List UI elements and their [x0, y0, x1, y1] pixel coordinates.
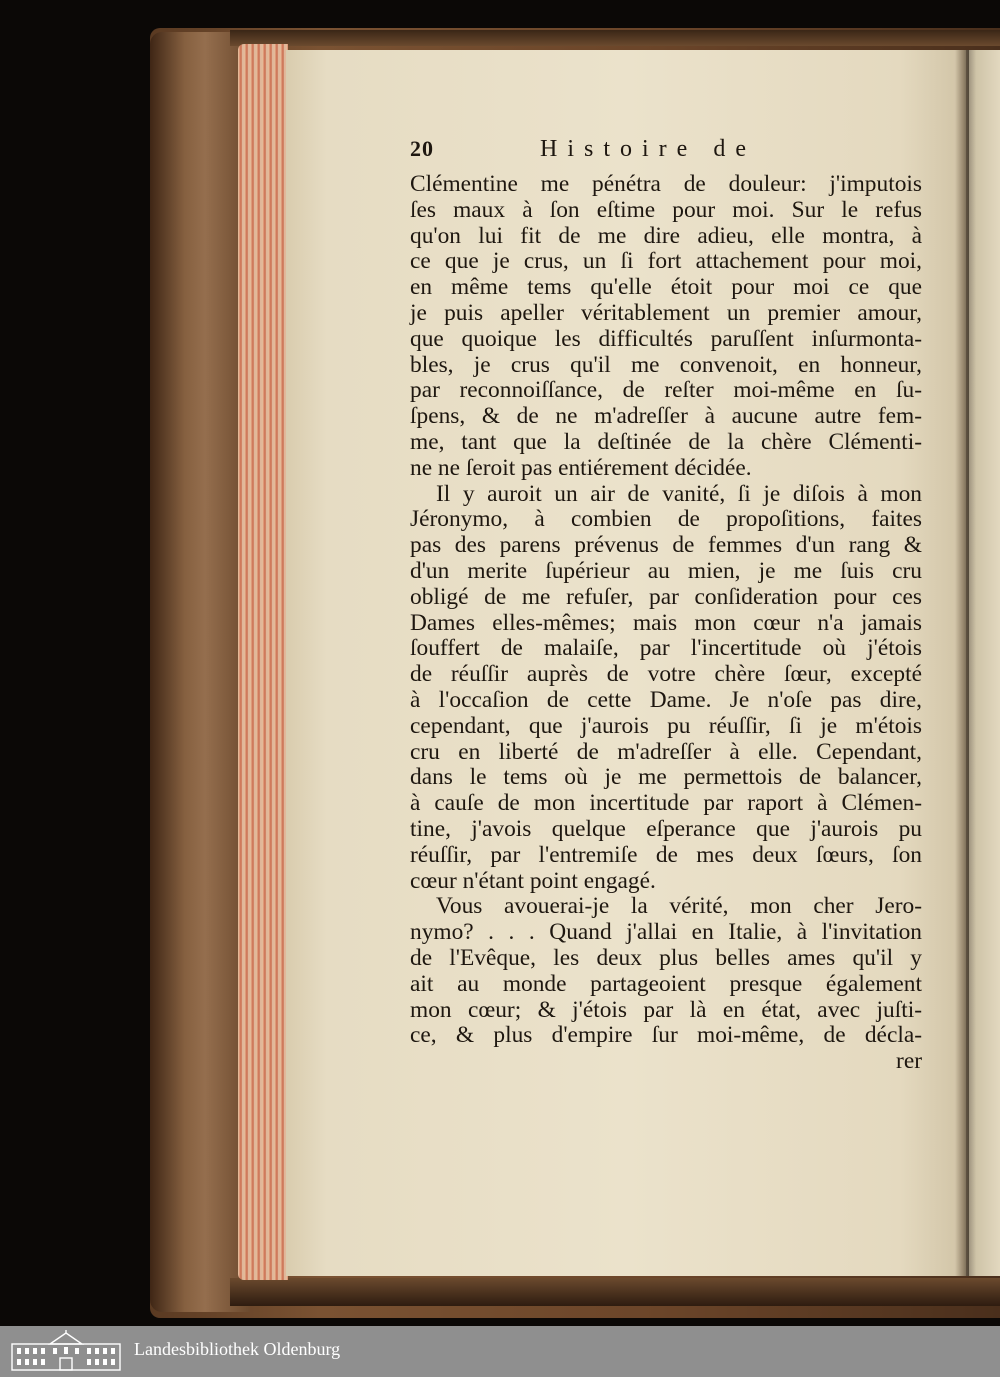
text-line: cependant, que j'aurois pu réuſſir, ſi je m'étois [410, 712, 922, 739]
library-footer-bar [0, 1326, 1000, 1377]
catchword: rer [896, 1048, 922, 1075]
text-line: je puis apeller véritablement un premier amour, [410, 299, 922, 326]
text-line: Vous avouerai-je la vérité, mon cher Jero- [436, 893, 922, 920]
running-head [410, 136, 922, 172]
text-line: cœur n'étant point engagé. [410, 867, 656, 894]
page-edges [238, 44, 288, 1280]
text-line: ce, & plus d'empire ſur moi-même, de décla- [410, 1022, 922, 1049]
text-line: tine, j'avois quelque eſperance que j'aurois pu [410, 815, 922, 842]
body-text [410, 172, 922, 1049]
cover-top-edge [230, 30, 1000, 46]
text-line: obligé de me refuſer, par conſideration pour ces [410, 583, 922, 610]
text-line: ſes maux à ſon eſtime pour moi. Sur le refus [410, 196, 922, 223]
text-line: par reconnoiſſance, de reſter moi-même en ſu- [410, 377, 922, 404]
text-line: de réuſſir auprès de votre chère ſœur, excepté [410, 661, 922, 688]
text-line: ce que je crus, un ſi fort attachement pour moi, [410, 248, 922, 275]
page-text-block [410, 136, 922, 1075]
text-line: en même tems qu'elle étoit pour moi ce que [410, 274, 922, 301]
cover-bottom-edge [230, 1278, 1000, 1306]
text-line: à l'occaſion de cette Dame. Je n'oſe pas dire, [410, 686, 922, 713]
text-line: ait au monde partageoient presque également [410, 970, 922, 997]
text-line: ne ne ſeroit pas entiérement décidée. [410, 454, 752, 481]
text-line: me, tant que la deſtinée de la chère Clémenti- [410, 428, 922, 455]
library-building-logo [10, 1330, 122, 1372]
text-line: à cauſe de mon incertitude par raport à Clémen- [410, 790, 922, 817]
text-line: bles, je crus qu'il me convenoit, en honneur, [410, 351, 922, 378]
book-cover-edge [150, 32, 250, 1312]
text-line: ſouffert de malaiſe, par l'incertitude où j'étois [410, 635, 922, 662]
page-gutter-shadow [955, 50, 969, 1276]
text-line: pas des parens prévenus de femmes d'un rang & [410, 532, 922, 559]
text-line: dans le tems où je me permettois de balancer, [410, 764, 922, 791]
page-number: 20 [410, 136, 434, 161]
facing-page-edge [966, 50, 1000, 1276]
text-line: ſpens, & de ne m'adreſſer à aucune autre fem- [410, 403, 922, 430]
text-line: Il y auroit un air de vanité, ſi je diſois à mon [436, 480, 922, 507]
text-line: cru en liberté de m'adreſſer à elle. Cependant, [410, 738, 922, 765]
text-line: mon cœur; & j'étois par là en état, avec juſti- [410, 996, 922, 1023]
running-head-title: Histoire de [540, 136, 756, 162]
text-line: nymo? . . . Quand j'allai en Italie, à l'invitation [410, 919, 922, 946]
text-line: qu'on lui fit de me dire adieu, elle montra, à [410, 222, 922, 249]
text-line: Clémentine me pénétra de douleur: j'imputois [410, 171, 922, 197]
text-line: réuſſir, par l'entremiſe de mes deux ſœurs, ſon [410, 841, 922, 868]
text-line: de l'Evêque, les deux plus belles ames qu'il y [410, 944, 922, 971]
text-line: d'un merite ſupérieur au mien, je me ſuis cru [410, 557, 922, 584]
text-line: Jéronymo, à combien de propoſitions, faites [410, 506, 922, 533]
text-line: que quoique les difficultés paruſſent inſurmonta- [410, 325, 922, 352]
library-name: Landesbibliothek Oldenburg [134, 1339, 341, 1359]
text-line: Dames elles-mêmes; mais mon cœur n'a jamais [410, 609, 922, 636]
